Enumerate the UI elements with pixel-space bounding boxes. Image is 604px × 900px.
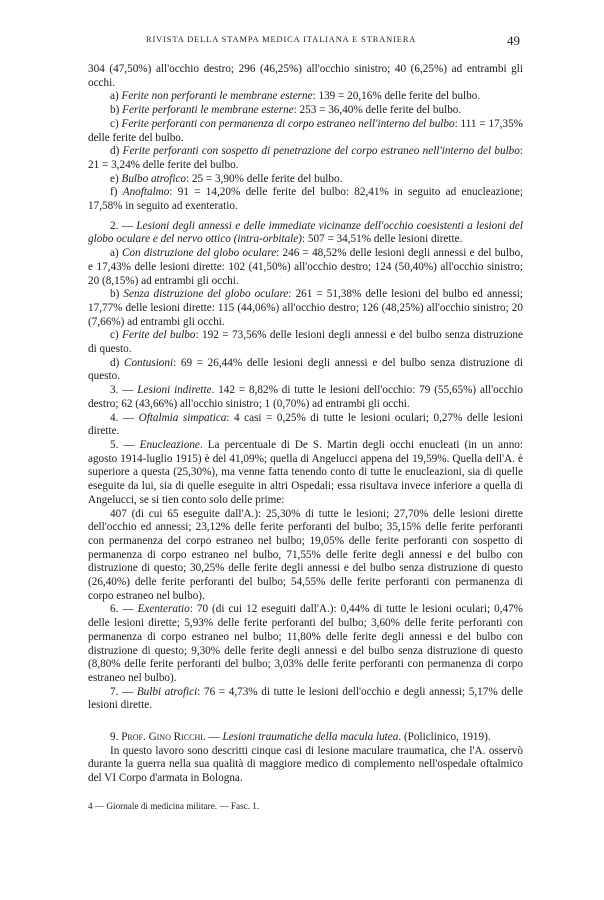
running-title: RIVISTA DELLA STAMPA MEDICA ITALIANA E STRANIERA [146,35,417,44]
paragraph-heading: Lesioni indirette [137,384,212,397]
page-header [0,33,604,49]
paragraph-heading: Oftalmia simpatica [138,411,227,424]
paragraph-heading: Ferite perforanti le membrane esterne [122,104,294,117]
paragraph-heading: Bulbo atrofico [121,172,187,185]
paragraph [88,439,523,508]
paragraph-text: : 91 = 14,20% delle ferite del bulbo: 82,41% in seguito ad enucleazione; 17,58% in seguito ad exenteratio. [88,186,523,213]
paragraph-text: : 246 = 48,52% delle lesioni degli annessi e del bulbo, e 17,43% delle lesioni dirette: 102 (41,50%) all'occhio destro; 124 (50,40%) all'occhio sinistro; 20 (8,15%) ad entrambi gli occhi. [88,247,523,287]
paragraph-lead: b) [110,104,123,117]
paragraph-text: : 261 = 51,38% delle lesioni del bulbo ed annessi; 17,77% delle lesioni dirette: 115 (44,06%) all'occhio destro; 126 (48,25%) all'occhio sinistro; 20 (7,66%) ad entrambi gli occhi. [88,288,523,328]
paragraph-heading: Ferite non perforanti le membrane esterne [121,90,313,103]
paragraph-text: : 69 = 26,44% delle lesioni degli annessi e del bulbo senza distruzione di questo. [88,356,523,383]
paragraph [88,104,523,118]
paragraph [88,686,523,713]
paragraph-lead: d) [110,145,123,158]
paragraph [88,220,523,247]
paragraph-text: : 4 casi = 0,25% di tutte le lesioni oculari; 0,27% delle lesioni dirette. [88,411,523,438]
paragraph-heading: Anoftalmo [122,186,170,199]
paragraph-text: : 111 = 17,35% delle ferite del bulbo. [88,117,523,144]
paragraph [88,173,523,187]
paragraph-lead: 2. — [110,219,137,232]
paragraph-lead: 6. — [110,603,138,616]
paragraph [88,357,523,384]
paragraph-text: : 139 = 20,16% delle ferite del bulbo. [312,90,481,103]
paragraph-text: : 70 (di cui 12 eseguiti dall'A.): 0,44% di tutte le lesioni oculari; 0,47% delle lesioni dirette; 5,93% delle ferite perforanti del bulbo; 3,60% delle ferite perforanti con permanenza di corpo estraneo nel bulbo; 11,80% delle ferite degli annessi e del bulbo con distruzione di questo; 9,30% delle ferite degli annessi e del bulbo senza distruzione di questo (8,80% delle ferite perforanti del bulbo; 3,03% delle ferite perforanti con permanenza di corpo estraneo nel bulbo). [88,603,523,684]
paragraph-heading: Ferite perforanti con permanenza di corpo estraneo nell'interno del bulbo [121,117,455,130]
article-abstract: In questo lavoro sono descritti cinque casi di lesione maculare traumatica, che l'A. osservò durante la guerra nella sua qualità di maggiore medico di complemento nell'ospedale oftalmico del VI Corpo d'armata in Bologna. [88,744,523,785]
paragraph-text: : 25 = 3,90% delle ferite del bulbo. [186,172,343,185]
paragraph-lead: c) [110,329,123,342]
article-reference [88,731,523,745]
paragraph [88,186,523,213]
paragraph [88,90,523,104]
article-dash: — [205,731,223,744]
paragraph [88,247,523,288]
article-author: Prof. Gino Ricchi. [121,731,206,744]
paragraph-lead: 4. — [110,411,139,424]
article-number: 9. [110,731,122,744]
paragraph-text: : 76 = 4,73% di tutte le lesioni dell'occhio e degli annessi; 5,17% delle lesioni dirette. [88,685,524,712]
paragraph-text: . 142 = 8,82% di tutte le lesioni dell'occhio: 79 (55,65%) all'occhio destro; 62 (43,66%) all'occhio sinistro; 1 (0,70%) ad entrambi gli occhi. [88,384,524,410]
footnote: 4 — Giornale di medicina militare. — Fasc. 1. [88,801,260,811]
paragraph-heading: Exenteratio [137,603,190,616]
article-source: . (Policlinico, 1919). [398,731,491,744]
paragraph-heading: Con distruzione del globo oculare [121,247,277,260]
paragraph [88,412,523,439]
paragraph-text: : 253 = 36,40% delle ferite del bulbo. [293,104,462,117]
paragraph-lead: 3. — [110,384,138,397]
paragraph-text: 304 (47,50%) all'occhio destro; 296 (46,25%) all'occhio sinistro; 40 (6,25%) ad entrambi gli occhi. [88,63,523,89]
paragraph-heading: Contusioni [123,356,174,369]
paragraph-text: . La percentuale di De S. Martin degli occhi enucleati (in un anno: agosto 1914-luglio 1915) è del 41,09%; quella di Angelucci appena del 19,59%. Quella dell'A. è superiore a questa (25,30%), ma venne fatta tenendo conto di tutte le enucleazioni, sia di quelle eseguite da lui, sia di quelle eseguite in altri Ospedali; essa risultava invece inferiore a quella di Angelucci, se si tien conto solo delle prime: [88,438,523,506]
paragraph-lead: 7. — [110,685,137,698]
article-title: Lesioni traumatiche della macula lutea [222,731,399,744]
paragraph-heading: Bulbi atrofici [136,685,198,698]
paragraph [88,329,523,356]
paragraph-lead: e) [110,172,122,185]
paragraph-text: : 21 = 3,24% delle ferite del bulbo. [88,145,523,171]
paragraph [88,118,523,145]
paragraph-text: : 507 = 34,51% delle lesioni dirette. [301,233,463,246]
paragraph [88,384,523,411]
paragraph-lead: f) [110,186,123,199]
paragraph-text: : 192 = 73,56% delle lesioni degli annessi e del bulbo senza distruzione di questo. [88,329,523,356]
paragraph-lead: a) [110,247,122,260]
paragraph [88,508,523,604]
paragraph-lead: a) [110,90,122,103]
paragraph-heading: Ferite del bulbo [122,329,196,342]
paragraph [88,603,523,685]
paragraph [88,145,523,172]
paragraph-heading: Enucleazione [139,438,200,451]
paragraph [88,63,523,90]
paragraph-text: 407 (di cui 65 eseguite dall'A.): 25,30% di tutte le lesioni; 27,70% delle lesioni dirette dell'occhio ed annessi; 23,12% delle ferite perforanti del bulbo; 35,15% delle ferite perforanti con permanenza del corpo estraneo nel bulbo; 19,05% delle ferite perforanti con sospetto di permanenza di corpo estraneo nel bulbo, 71,55% delle ferite degli annessi e del bulbo con distruzione di questo; 30,25% delle ferite degli annessi e del bulbo senza distruzione di questo (26,40%) delle ferite perforanti del bulbo; 54,55% delle ferite perforanti con permanenza di corpo estraneo nel bulbo). [88,507,523,602]
paragraph-heading: Ferite perforanti con sospetto di penetrazione del corpo estraneo nell'interno del bulbo [122,145,520,158]
paragraph-heading: Lesioni degli annessi e delle immediate vicinanze dell'occhio coesistenti a lesioni del globo oculare e del nervo ottico (intra-orbitale) [88,219,523,246]
paragraph-lead: 5. — [110,438,140,451]
paragraph-lead: c) [110,117,122,130]
body-text [88,63,523,786]
paragraph [88,288,523,329]
page-number: 49 [507,33,520,48]
paragraph-lead: b) [110,288,124,301]
paragraph-heading: Senza distruzione del globo oculare [123,288,289,301]
paragraph-lead: d) [110,356,124,369]
